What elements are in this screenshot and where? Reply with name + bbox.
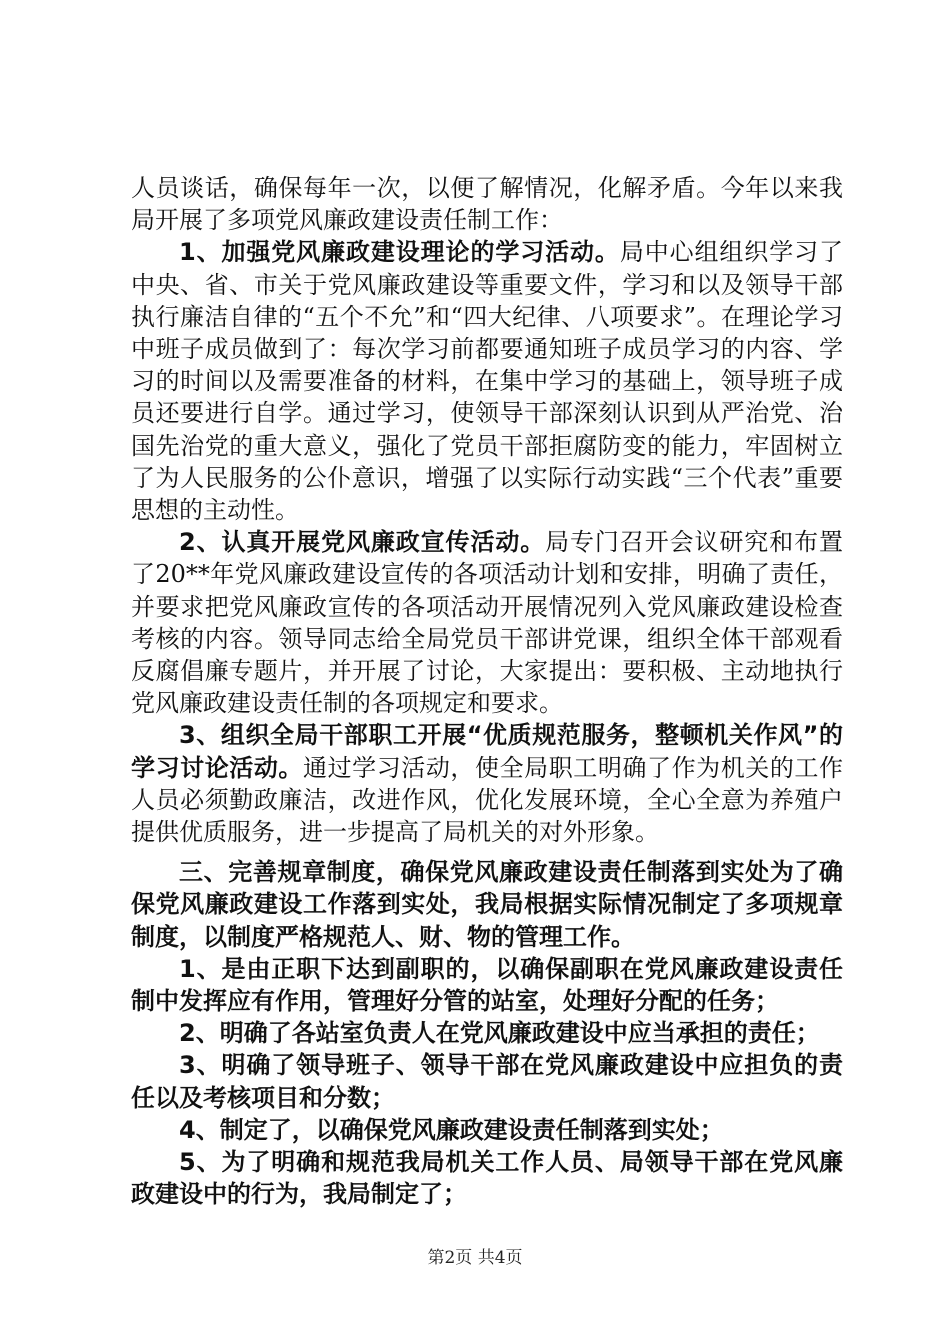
list-item-text: 2、明确了各站室负责人在党风廉政建设中应当承担的责任； — [179, 1019, 820, 1048]
list-item-text: 5、为了明确和规范我局机关工作人员、局领导干部在党风廉政建设中的行为，我局制定了； — [131, 1148, 843, 1209]
paragraph-text: 局专门召开会议研究和布置了20**年党风廉政建设宣传的各项活动计划和安排，明确了责任，并要求把党风廉政宣传的各项活动开展情况列入党风廉政建设检查考核的内容。领导同志给全局党员干部讲党课，组织全体干部观看反腐倡廉专题片，并开展了讨论，大家提出：要积极、主动地执行党风廉政建设责任制的各项规定和要求。 — [131, 528, 843, 718]
paragraph-heading: 2、认真开展党风廉政宣传活动。 — [179, 528, 546, 557]
page-number-label: 第2页 共4页 — [427, 1248, 523, 1268]
list-item-text: 1、是由正职下达到副职的，以确保副职在党风廉政建设责任制中发挥应有作用，管理好分管的站室，处理好分配的任务； — [131, 954, 843, 1016]
list-item-text: 3、明确了领导班子、领导干部在党风廉政建设中应担负的责任以及考核项目和分数； — [131, 1051, 843, 1112]
paragraph — [131, 856, 843, 953]
page-footer — [0, 1243, 950, 1268]
paragraph-text: 通过学习活动，使全局职工明确了作为机关的工作人员必须勤政廉洁，改进作风，优化发展环境，全心全意为养殖户提供优质服务，进一步提高了局机关的对外形象。 — [131, 753, 843, 847]
document-body — [131, 172, 843, 1211]
paragraph — [131, 526, 843, 719]
paragraph — [131, 953, 843, 1017]
paragraph — [131, 1146, 843, 1210]
paragraph-text: 局中心组组织学习了中央、省、市关于党风廉政建设等重要文件，学习和以及领导干部执行廉洁自律的“五个不允”和“四大纪律、八项要求”。在理论学习中班子成员做到了：每次学习前都要通知班子成员学习的内容、学习的时间以及需要准备的材料，在集中学习的基础上，领导班子成员还要进行自学。通过学习，使领导干部深刻认识到从严治党、治国先治党的重大意义，强化了党员干部拒腐防变的能力，牢固树立了为人民服务的公仆意识，增强了以实际行动实践“三个代表”重要思想的主动性。 — [131, 238, 843, 525]
paragraph — [131, 172, 843, 236]
paragraph — [131, 1017, 843, 1049]
section-heading: 三、完善规章制度，确保党风廉政建设责任制落到实处为了确保党风廉政建设工作落到实处，我局根据实际情况制定了多项规章制度，以制度严格规范人、财、物的管理工作。 — [131, 858, 843, 951]
list-item-text: 4、制定了，以确保党风廉政建设责任制落到实处； — [179, 1115, 724, 1144]
paragraph — [131, 1114, 843, 1146]
paragraph-text: 人员谈话，确保每年一次，以便了解情况，化解矛盾。今年以来我局开展了多项党风廉政建设责任制工作： — [131, 174, 843, 235]
paragraph — [131, 719, 843, 848]
paragraph-heading: 3、组织全局干部职工开展“优质规范服务，整顿机关作风”的学习讨论活动。 — [131, 721, 843, 782]
paragraph — [131, 1049, 843, 1113]
paragraph-heading: 1、加强党风廉政建设理论的学习活动。 — [179, 238, 620, 267]
paragraph — [131, 236, 843, 526]
